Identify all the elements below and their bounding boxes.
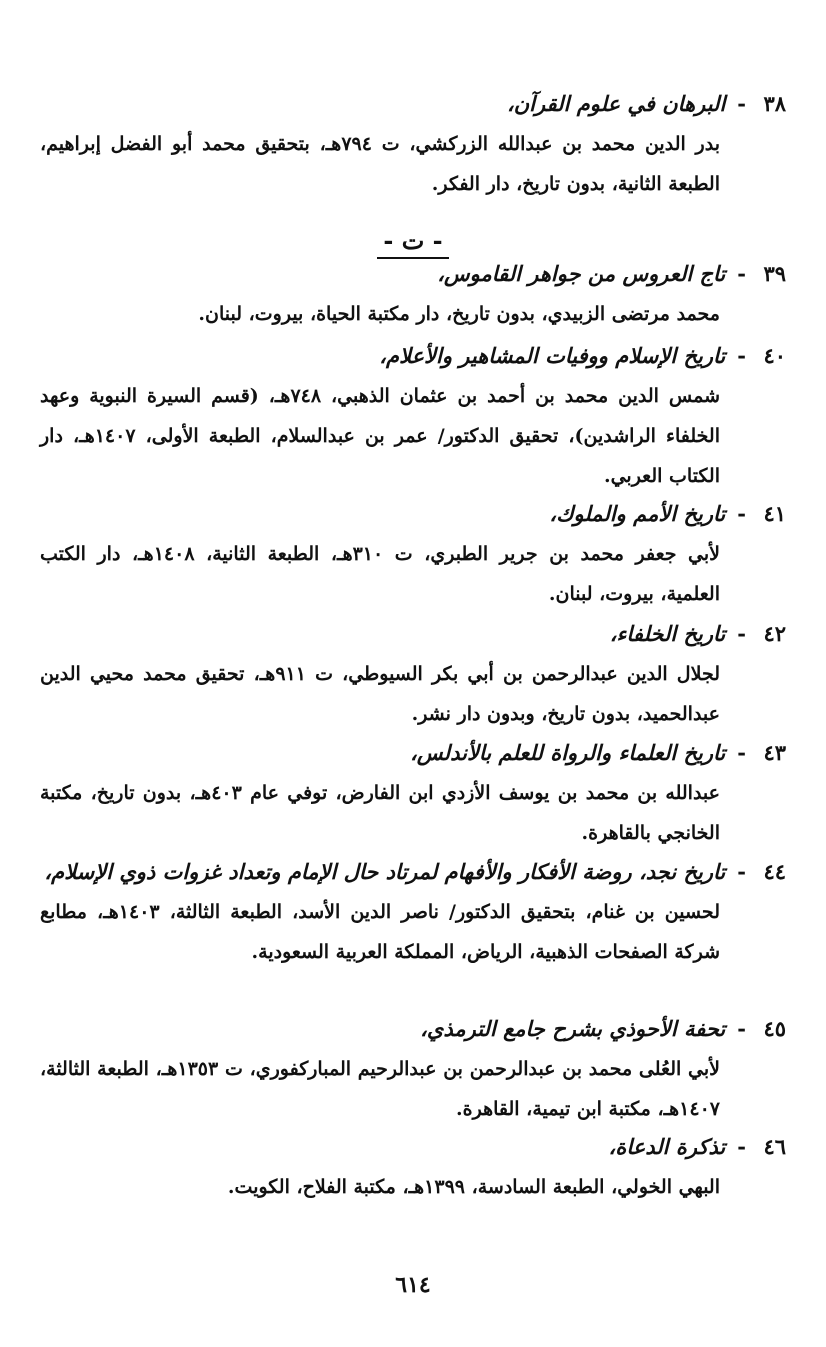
bibliography-entry-42 — [40, 614, 786, 734]
entry-title: البرهان في علوم القرآن، — [506, 91, 726, 116]
entry-body: لحسين بن غنام، بتحقيق الدكتور/ ناصر الدين الأسد، الطبعة الثالثة، ١٤٠٣هـ، مطابع شركة الصفحات الذهبية، الرياض، المملكة العربية السعودية. — [40, 901, 720, 963]
entry-dash: - — [737, 343, 746, 368]
bibliography-entry-45 — [40, 1009, 786, 1129]
bibliography-entry-44 — [40, 852, 786, 972]
entry-number: ٤٢ — [763, 621, 786, 646]
entry-heading — [40, 852, 786, 892]
entry-dash: - — [737, 740, 746, 765]
entry-number: ٤٠ — [763, 343, 786, 368]
entry-number: ٤٤ — [763, 859, 786, 884]
entry-number: ٤٣ — [763, 740, 786, 765]
entry-body: لأبي جعفر محمد بن جرير الطبري، ت ٣١٠هـ، الطبعة الثانية، ١٤٠٨هـ، دار الكتب العلمية، بيروت، لبنان. — [40, 543, 720, 605]
entry-title: تاريخ الخلفاء، — [609, 621, 726, 646]
entry-title: تحفة الأحوذي بشرح جامع الترمذي، — [420, 1016, 726, 1041]
entry-title: تاج العروس من جواهر القاموس، — [437, 261, 726, 286]
entry-number: ٤١ — [763, 501, 786, 526]
entry-body: عبدالله بن محمد بن يوسف الأزدي ابن الفارض، توفي عام ٤٠٣هـ، بدون تاريخ، مكتبة الخانجي بالقاهرة. — [40, 782, 721, 844]
section-letter: - ت - — [377, 226, 448, 259]
entry-heading — [40, 733, 786, 773]
entry-dash: - — [737, 621, 746, 646]
bibliography-entry-40 — [40, 336, 786, 496]
entry-dash: - — [737, 1134, 746, 1159]
bibliography-entry-38 — [40, 84, 786, 204]
bibliography-entry-41 — [40, 494, 786, 614]
entry-heading — [40, 254, 786, 294]
entry-heading — [40, 494, 786, 534]
entry-number: ٤٥ — [763, 1016, 786, 1041]
entry-title: تاريخ العلماء والرواة للعلم بالأندلس، — [410, 740, 726, 765]
bibliography-entry-43 — [40, 733, 786, 853]
entry-title: تاريخ الإسلام ووفيات المشاهير والأعلام، — [379, 343, 726, 368]
entry-body: البهي الخولي، الطبعة السادسة، ١٣٩٩هـ، مكتبة الفلاح، الكويت. — [227, 1176, 720, 1198]
entry-title: تاريخ نجد، روضة الأفكار والأفهام لمرتاد حال الإمام وتعداد غزوات ذوي الإسلام، — [44, 859, 726, 884]
entry-body: شمس الدين محمد بن أحمد بن عثمان الذهبي، ٧٤٨هـ، (قسم السيرة النبوية وعهد الخلفاء الراشدين)، تحقيق الدكتور/ عمر بن عبدالسلام، الطبعة الأولى، ١٤٠٧هـ، دار الكتاب العربي. — [40, 385, 720, 487]
bibliography-entry-39 — [40, 254, 786, 334]
entry-dash: - — [737, 501, 746, 526]
entry-body: محمد مرتضى الزبيدي، بدون تاريخ، دار مكتبة الحياة، بيروت، لبنان. — [198, 303, 720, 325]
entry-number: ٤٦ — [763, 1134, 786, 1159]
entry-heading — [40, 336, 786, 376]
entry-title: تاريخ الأمم والملوك، — [549, 501, 726, 526]
entry-number: ٣٨ — [763, 91, 786, 116]
entry-dash: - — [737, 1016, 746, 1041]
entry-body: بدر الدين محمد بن عبدالله الزركشي، ت ٧٩٤هـ، بتحقيق محمد أبو الفضل إبراهيم، الطبعة الثانية، بدون تاريخ، دار الفكر. — [40, 133, 720, 195]
entry-heading — [40, 614, 786, 654]
entry-dash: - — [737, 261, 746, 286]
entry-heading — [40, 1127, 786, 1167]
entry-body: لأبي العُلى محمد بن عبدالرحمن بن عبدالرحيم المباركفوري، ت ١٣٥٣هـ، الطبعة الثالثة، ١٤٠٧هـ، مكتبة ابن تيمية، القاهرة. — [40, 1058, 720, 1120]
entry-body: لجلال الدين عبدالرحمن بن أبي بكر السيوطي، ت ٩١١هـ، تحقيق محمد محيي الدين عبدالحميد، بدون تاريخ، وبدون دار نشر. — [40, 663, 721, 725]
entry-heading — [40, 1009, 786, 1049]
entry-title: تذكرة الدعاة، — [608, 1134, 726, 1159]
page-number: ٦١٤ — [395, 1272, 431, 1298]
entry-dash: - — [737, 91, 746, 116]
entry-number: ٣٩ — [763, 261, 786, 286]
entry-dash: - — [737, 859, 746, 884]
bibliography-entry-46 — [40, 1127, 786, 1207]
entry-heading — [40, 84, 786, 124]
